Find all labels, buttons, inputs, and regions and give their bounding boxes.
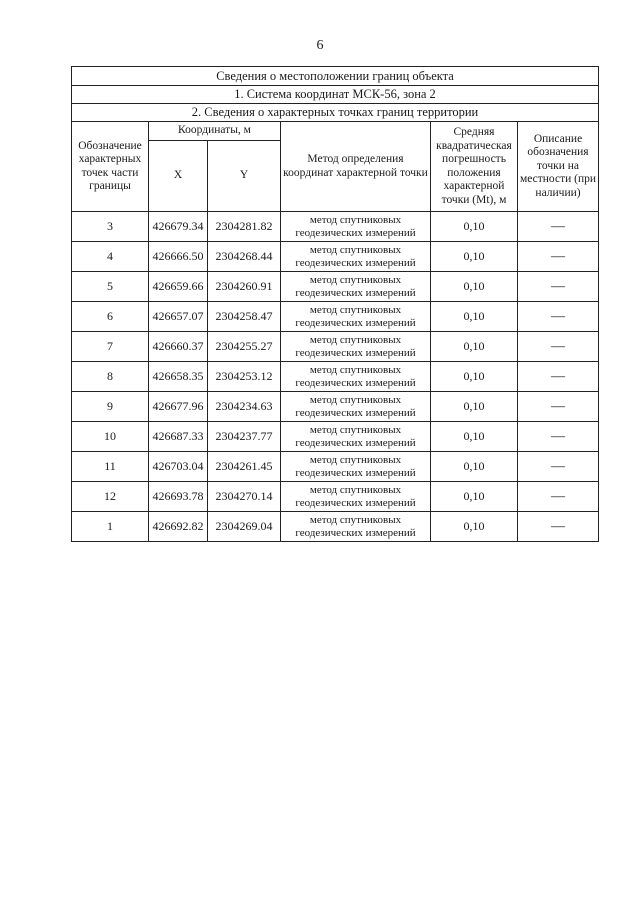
y-coordinate-cell: 2304270.14 (208, 482, 281, 512)
x-coordinate-cell: 426666.50 (149, 242, 208, 272)
method-cell: метод спутниковых геодезических измерений (281, 392, 431, 422)
error-cell: 0,10 (431, 242, 518, 272)
error-column-header: Средняя квадратическая погрешность положения характерной точки (Mt), м (431, 122, 518, 212)
x-coordinate-cell: 426687.33 (149, 422, 208, 452)
table-row (72, 242, 599, 272)
method-column-header: Метод определения координат характерной точки (281, 122, 431, 212)
method-cell: метод спутниковых геодезических измерений (281, 512, 431, 542)
y-coordinate-cell: 2304237.77 (208, 422, 281, 452)
x-coordinate-cell: 426693.78 (149, 482, 208, 512)
table-row (72, 512, 599, 542)
y-coordinate-cell: 2304258.47 (208, 302, 281, 332)
y-coordinate-cell: 2304281.82 (208, 212, 281, 242)
table-row (72, 332, 599, 362)
error-cell: 0,10 (431, 302, 518, 332)
y-coordinate-cell: 2304260.91 (208, 272, 281, 302)
error-cell: 0,10 (431, 332, 518, 362)
description-cell: — (518, 332, 599, 362)
point-id-cell: 8 (72, 362, 149, 392)
description-cell: — (518, 242, 599, 272)
x-coordinate-cell: 426692.82 (149, 512, 208, 542)
point-id-cell: 9 (72, 392, 149, 422)
y-coordinate-cell: 2304269.04 (208, 512, 281, 542)
point-id-cell: 10 (72, 422, 149, 452)
x-coordinate-cell: 426657.07 (149, 302, 208, 332)
table-row (72, 452, 599, 482)
method-cell: метод спутниковых геодезических измерений (281, 362, 431, 392)
error-cell: 0,10 (431, 362, 518, 392)
point-id-cell: 4 (72, 242, 149, 272)
error-cell: 0,10 (431, 452, 518, 482)
method-cell: метод спутниковых геодезических измерений (281, 422, 431, 452)
x-coordinate-cell: 426658.35 (149, 362, 208, 392)
description-cell: — (518, 302, 599, 332)
point-id-cell: 11 (72, 452, 149, 482)
point-id-cell: 6 (72, 302, 149, 332)
point-id-cell: 5 (72, 272, 149, 302)
error-cell: 0,10 (431, 482, 518, 512)
coordinates-column-header: Координаты, м (149, 122, 281, 141)
error-cell: 0,10 (431, 392, 518, 422)
x-coordinate-cell: 426703.04 (149, 452, 208, 482)
table-body (72, 212, 599, 542)
description-cell: — (518, 272, 599, 302)
table-row (72, 212, 599, 242)
table-row (72, 482, 599, 512)
point-id-cell: 7 (72, 332, 149, 362)
method-cell: метод спутниковых геодезических измерений (281, 242, 431, 272)
table-row (72, 392, 599, 422)
x-coordinate-cell: 426660.37 (149, 332, 208, 362)
section-heading: 2. Сведения о характерных точках границ территории (72, 104, 599, 122)
error-cell: 0,10 (431, 272, 518, 302)
x-coordinate-cell: 426679.34 (149, 212, 208, 242)
y-coordinate-cell: 2304261.45 (208, 452, 281, 482)
method-cell: метод спутниковых геодезических измерений (281, 272, 431, 302)
coordinate-system: 1. Система координат МСК-56, зона 2 (72, 86, 599, 104)
method-cell: метод спутниковых геодезических измерений (281, 302, 431, 332)
table-row (72, 302, 599, 332)
y-coordinate-cell: 2304268.44 (208, 242, 281, 272)
x-coordinate-cell: 426677.96 (149, 392, 208, 422)
table-row (72, 272, 599, 302)
description-cell: — (518, 212, 599, 242)
y-coordinate-cell: 2304255.27 (208, 332, 281, 362)
description-column-header: Описание обозначения точки на местности (при наличии) (518, 122, 599, 212)
description-cell: — (518, 422, 599, 452)
y-coordinate-cell: 2304234.63 (208, 392, 281, 422)
method-cell: метод спутниковых геодезических измерений (281, 332, 431, 362)
point-id-cell: 12 (72, 482, 149, 512)
x-column-header: X (149, 141, 208, 212)
boundary-points-table (71, 66, 599, 542)
description-cell: — (518, 512, 599, 542)
error-cell: 0,10 (431, 422, 518, 452)
table-row (72, 422, 599, 452)
table-row (72, 362, 599, 392)
description-cell: — (518, 392, 599, 422)
error-cell: 0,10 (431, 512, 518, 542)
method-cell: метод спутниковых геодезических измерений (281, 452, 431, 482)
point-column-header: Обозначение характерных точек части границы (72, 122, 149, 212)
page-number: 6 (316, 38, 324, 53)
table-title: Сведения о местоположении границ объекта (72, 67, 599, 86)
method-cell: метод спутниковых геодезических измерений (281, 212, 431, 242)
description-cell: — (518, 362, 599, 392)
point-id-cell: 3 (72, 212, 149, 242)
description-cell: — (518, 452, 599, 482)
error-cell: 0,10 (431, 212, 518, 242)
method-cell: метод спутниковых геодезических измерений (281, 482, 431, 512)
x-coordinate-cell: 426659.66 (149, 272, 208, 302)
description-cell: — (518, 482, 599, 512)
point-id-cell: 1 (72, 512, 149, 542)
y-coordinate-cell: 2304253.12 (208, 362, 281, 392)
y-column-header: Y (208, 141, 281, 212)
